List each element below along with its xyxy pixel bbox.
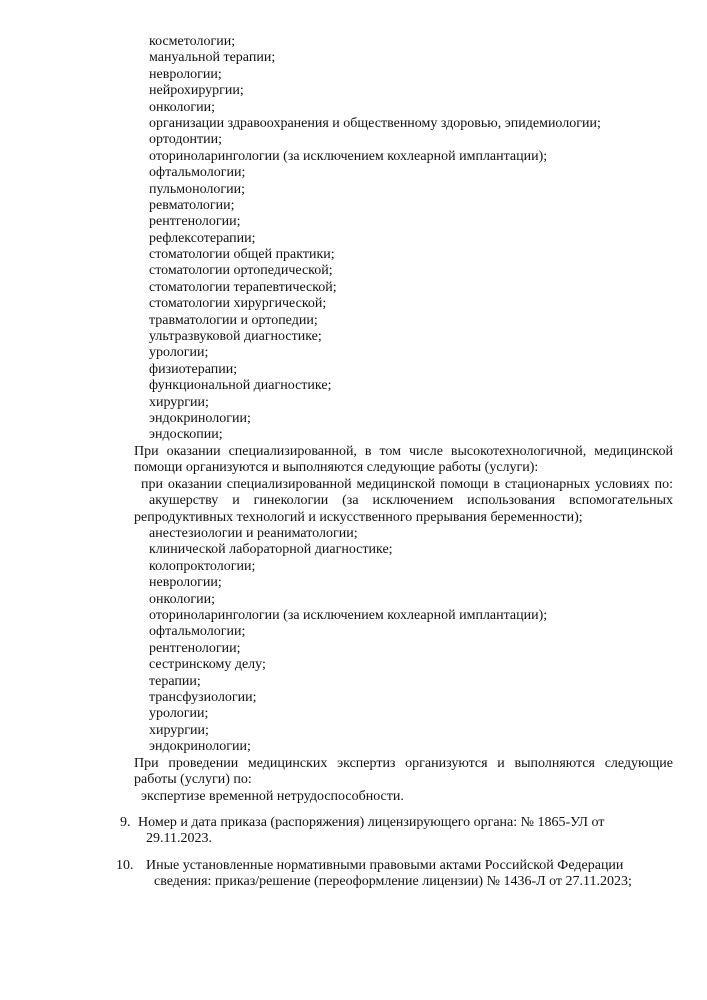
item-10-number: 10.: [116, 858, 134, 873]
inpatient-specialty-item: онкологии;: [149, 591, 216, 607]
outpatient-specialty-item: организации здравоохранения и общественному здоровью, эпидемиологии;: [149, 115, 601, 131]
outpatient-specialty-item: косметологии;: [149, 34, 236, 49]
expertise-line-2: работы (услуги) по:: [134, 772, 252, 788]
outpatient-specialty-item: травматологии и ортопедии;: [149, 312, 318, 328]
inpatient-specialty-item: терапии;: [149, 673, 201, 689]
item-9-line-2: 29.11.2023.: [146, 831, 212, 847]
inpatient-conditions-line: при оказании специализированной медицинской помощи в стационарных условиях по:: [141, 476, 673, 492]
outpatient-specialty-item: функциональной диагностике;: [149, 378, 332, 394]
outpatient-specialty-item: пульмонологии;: [149, 181, 246, 197]
inpatient-specialty-item: урологии;: [149, 706, 209, 722]
outpatient-specialty-item: рентгенологии;: [149, 214, 241, 230]
outpatient-specialty-item: нейрохирургии;: [149, 83, 244, 99]
item-10-line-2: сведения: приказ/решение (переоформление лицензии) № 1436-Л от 27.11.2023;: [154, 874, 632, 890]
outpatient-specialty-item: эндоскопии;: [149, 427, 223, 443]
outpatient-specialty-item: эндокринологии;: [149, 410, 251, 426]
outpatient-specialty-item: стоматологии терапевтической;: [149, 279, 337, 295]
expertise-line-1: При проведении медицинских экспертиз организуются и выполняются следующие: [134, 756, 673, 771]
inpatient-specialty-item: сестринскому делу;: [149, 657, 266, 673]
outpatient-specialty-item: ортодонтии;: [149, 132, 222, 148]
inpatient-specialty-item: рентгенологии;: [149, 640, 241, 656]
outpatient-specialty-item: хирургии;: [149, 394, 209, 410]
outpatient-specialty-item: стоматологии хирургической;: [149, 296, 327, 312]
inpatient-specialty-item: хирургии;: [149, 722, 209, 738]
item-9-line-1: Номер и дата приказа (распоряжения) лицензирующего органа: № 1865-УЛ от: [138, 815, 605, 830]
specialized-care-section: [0, 444, 707, 526]
outpatient-specialty-item: ревматологии;: [149, 197, 235, 213]
outpatient-specialty-item: стоматологии ортопедической;: [149, 263, 333, 279]
specialized-intro-line-1: При оказании специализированной, в том числе высокотехнологичной, медицинской: [134, 444, 673, 459]
inpatient-specialties-list: [0, 526, 707, 755]
outpatient-specialty-item: урологии;: [149, 345, 209, 361]
outpatient-specialty-item: офтальмологии;: [149, 165, 246, 181]
outpatient-specialty-item: мануальной терапии;: [149, 50, 276, 66]
outpatient-specialty-item: физиотерапии;: [149, 361, 238, 377]
outpatient-specialty-item: стоматологии общей практики;: [149, 247, 335, 263]
outpatient-specialty-item: оториноларингологии (за исключением кохлеарной имплантации);: [149, 148, 548, 164]
outpatient-specialty-item: неврологии;: [149, 66, 222, 82]
inpatient-specialty-item: трансфузиологии;: [149, 689, 257, 705]
outpatient-specialty-item: онкологии;: [149, 99, 216, 115]
outpatient-specialty-item: рефлексотерапии;: [149, 230, 256, 246]
inpatient-specialty-item: колопроктологии;: [149, 558, 256, 574]
medical-expertise-section: [0, 756, 707, 805]
item-9: [0, 815, 707, 848]
outpatient-specialties-list: [0, 34, 707, 444]
expertise-line-3: экспертизе временной нетрудоспособности.: [141, 788, 404, 804]
inpatient-specialty-item: эндокринологии;: [149, 739, 251, 755]
inpatient-specialty-item: неврологии;: [149, 575, 222, 591]
inpatient-specialty-item: клинической лабораторной диагностике;: [149, 542, 393, 558]
obstetrics-line-1: акушерству и гинекологии (за исключением использования вспомогательных: [149, 493, 673, 509]
specialized-intro-line-2: помощи организуются и выполняются следующие работы (услуги):: [134, 460, 539, 476]
item-9-number: 9.: [120, 815, 131, 830]
inpatient-specialty-item: оториноларингологии (за исключением кохлеарной имплантации);: [149, 607, 548, 623]
outpatient-specialty-item: ультразвуковой диагностике;: [149, 329, 322, 345]
item-10-line-1: Иные установленные нормативными правовыми актами Российской Федерации: [146, 858, 624, 873]
inpatient-specialty-item: офтальмологии;: [149, 624, 246, 640]
obstetrics-line-2: репродуктивных технологий и искусственного прерывания беременности);: [134, 509, 583, 525]
inpatient-specialty-item: анестезиологии и реаниматологии;: [149, 526, 358, 541]
item-10: [0, 858, 707, 891]
